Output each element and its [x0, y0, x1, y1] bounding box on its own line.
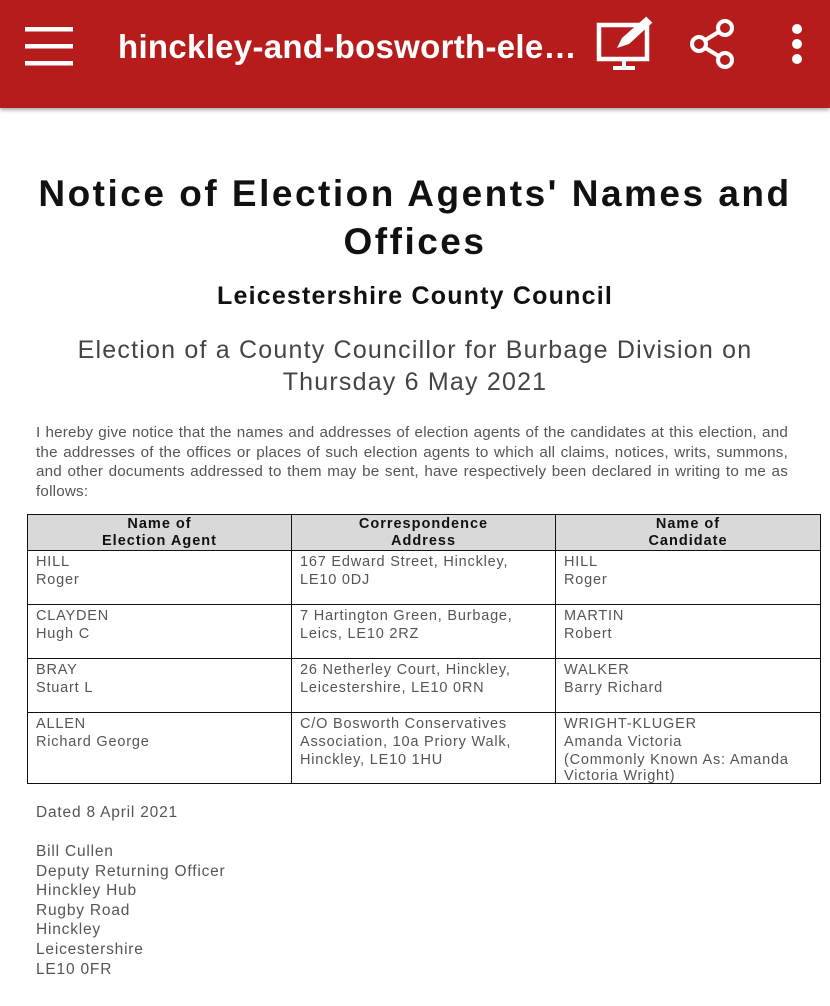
table-row [28, 713, 821, 784]
app-bar [0, 0, 830, 108]
address-line: C/O Bosworth Conservatives [300, 716, 507, 732]
election-heading: Election of a County Councillor for Burbage Division on Thursday 6 May 2021 [77, 336, 753, 396]
signature-block [36, 804, 536, 979]
address-cell [292, 551, 556, 605]
table-header-row [28, 515, 821, 551]
address-line: Association, 10a Priory Walk, [300, 734, 512, 750]
agent-forenames: Richard George [36, 734, 150, 750]
address-line: 26 Netherley Court, Hinckley, [300, 662, 511, 678]
table-row [28, 659, 821, 713]
agent-forenames: Stuart L [36, 680, 94, 696]
address-line: Rugby Road [36, 901, 131, 919]
candidate-forenames: Barry Richard [564, 680, 664, 696]
address-cell [292, 659, 556, 713]
agent-forenames: Hugh C [36, 626, 90, 642]
address-line: Hinckley, LE10 1HU [300, 752, 444, 768]
officer-title: Deputy Returning Officer [36, 862, 226, 880]
agent-forenames: Roger [36, 572, 80, 588]
screen-edit-icon[interactable] [595, 14, 659, 74]
candidate-surname: WALKER [564, 662, 630, 678]
address-line: LE10 0DJ [300, 572, 371, 588]
candidate-known-as: Victoria Wright) [564, 768, 676, 784]
agent-cell [28, 605, 292, 659]
candidate-known-as: (Commonly Known As: Amanda [564, 752, 789, 768]
agent-cell [28, 713, 292, 784]
agent-surname: CLAYDEN [36, 608, 110, 624]
agents-table [27, 514, 821, 784]
candidate-surname: MARTIN [564, 608, 625, 624]
more-vertical-icon[interactable] [786, 20, 808, 68]
agent-cell [28, 659, 292, 713]
address-cell [292, 605, 556, 659]
date-line: Dated 8 April 2021 [36, 804, 178, 821]
header-correspondence-address: Correspondence Address [292, 515, 556, 551]
candidate-surname: HILL [564, 554, 598, 570]
agent-surname: ALLEN [36, 716, 86, 732]
address-line: Hinckley [36, 921, 101, 939]
council-name: Leicestershire County Council [217, 282, 613, 310]
notice-paragraph: I hereby give notice that the names and addresses of election agents of the candidates at this election, and the addresses of the offices or places of such election agents to which all claims, notices, writs, summons, and other documents addressed to them may be sent, have respectively been declared in writing to me as follows: [36, 424, 788, 500]
candidate-forenames: Amanda Victoria [564, 734, 683, 750]
share-icon[interactable] [688, 18, 736, 70]
menu-icon[interactable] [25, 25, 75, 67]
header-election-agent: Name of Election Agent [28, 515, 292, 551]
postcode: LE10 0FR [36, 960, 113, 978]
table-row [28, 551, 821, 605]
address-line: 167 Edward Street, Hinckley, [300, 554, 509, 570]
address-line: Hinckley Hub [36, 882, 137, 900]
notice-title: Notice of Election Agents' Names and Offices [38, 173, 792, 262]
candidate-cell [556, 659, 821, 713]
candidate-surname: WRIGHT-KLUGER [564, 716, 697, 732]
document-title: hinckley-and-bosworth-ele… [118, 28, 577, 65]
address-line: Leicestershire, LE10 0RN [300, 680, 485, 696]
officer-name: Bill Cullen [36, 843, 114, 860]
agent-cell [28, 551, 292, 605]
address-line: 7 Hartington Green, Burbage, [300, 608, 513, 624]
candidate-forenames: Robert [564, 626, 613, 642]
header-candidate: Name of Candidate [556, 515, 821, 551]
candidate-cell [556, 551, 821, 605]
address-cell [292, 713, 556, 784]
candidate-cell [556, 713, 821, 784]
agent-surname: BRAY [36, 662, 78, 678]
address-line: Leicestershire [36, 940, 144, 958]
agent-surname: HILL [36, 554, 70, 570]
candidate-cell [556, 605, 821, 659]
address-line: Leics, LE10 2RZ [300, 626, 420, 642]
candidate-forenames: Roger [564, 572, 608, 588]
table-row [28, 605, 821, 659]
